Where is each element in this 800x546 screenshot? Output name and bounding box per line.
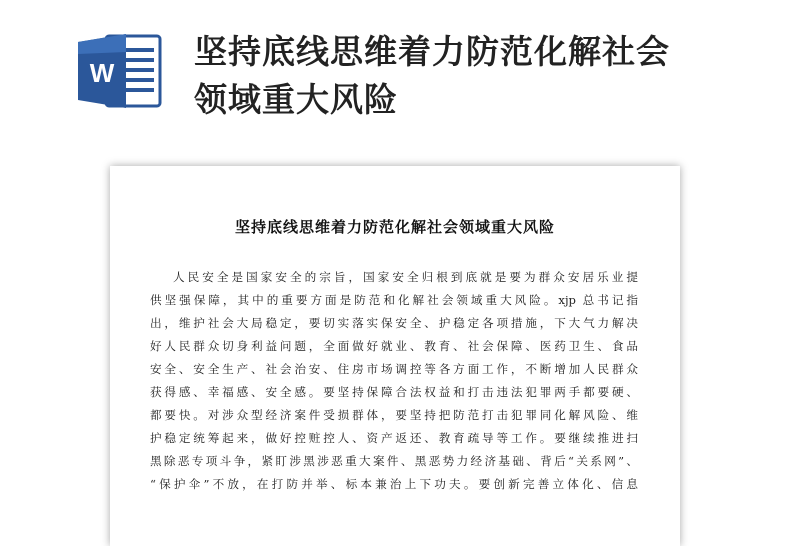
paragraph-line: 护稳定统筹起来，做好控赃控人、资产返还、教育疏导等工作。要继续推进扫: [150, 431, 638, 445]
document-page: [110, 166, 680, 546]
paragraph-line: 好人民群众切身利益问题，全面做好就业、教育、社会保障、医药卫生、食品: [150, 339, 638, 353]
document-title: 坚持底线思维着力防范化解社会领域重大风险: [234, 218, 555, 236]
header-title-line-1: 坚持底线思维着力防范化解社会: [194, 32, 670, 71]
header-title: [194, 28, 774, 124]
paragraph-line: 出，维护社会大局稳定，要切实落实保安全、护稳定各项措施，下大气力解决: [150, 316, 638, 330]
svg-text:W: W: [89, 58, 115, 88]
paragraph-line: 人民安全是国家安全的宗旨，国家安全归根到底就是要为群众安居乐业提: [173, 270, 638, 284]
header-title-line-2: 领域重大风险: [194, 80, 398, 119]
document-body: [150, 266, 638, 496]
paragraph-line: 获得感、幸福感、安全感。要坚持保障合法权益和打击违法犯罪两手都要硬、: [150, 385, 638, 399]
paragraph-line: 供坚强保障，其中的重要方面是防范和化解社会领域重大风险。xjp 总书记指: [150, 293, 638, 307]
paragraph-line: 安全、安全生产、社会治安、住房市场调控等各方面工作，不断增加人民群众: [150, 362, 638, 376]
paragraph-line: 黑除恶专项斗争，紧盯涉黑涉恶重大案件、黑恶势力经济基础、背后“关系网”、: [150, 454, 638, 468]
paragraph-line: “保护伞”不放，在打防并举、标本兼治上下功夫。要创新完善立体化、信息: [150, 477, 638, 491]
paragraph-line: 都要快。对涉众型经济案件受损群体，要坚持把防范打击犯罪同化解风险、维: [150, 408, 638, 422]
word-icon: [76, 32, 164, 110]
